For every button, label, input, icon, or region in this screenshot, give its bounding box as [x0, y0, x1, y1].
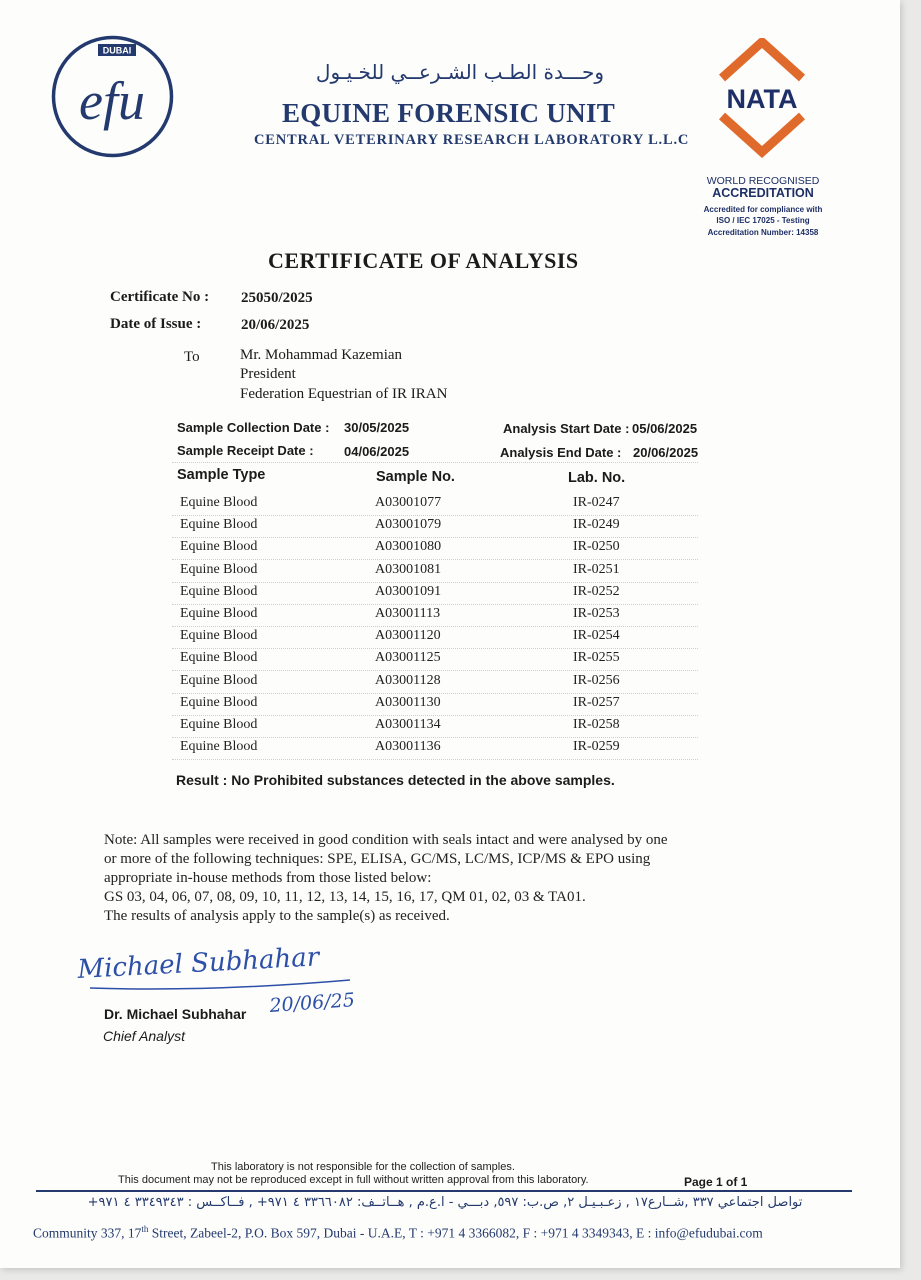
- issue-date: 20/06/2025: [241, 317, 310, 333]
- certificate-no-label: Certificate No :: [110, 289, 210, 305]
- issue-date-label: Date of Issue :: [110, 316, 202, 332]
- sample-no-cell: A03001120: [375, 628, 441, 644]
- english-address: [33, 1224, 763, 1242]
- header-sample-type: Sample Type: [177, 467, 266, 483]
- sample-no-cell: A03001134: [375, 717, 441, 732]
- sample-type-cell: Equine Blood: [180, 495, 258, 510]
- footer-rule: [36, 1190, 852, 1192]
- sample-no-cell: A03001130: [375, 694, 441, 710]
- lab-no-cell: IR-0259: [573, 739, 620, 755]
- recipient-position: President: [240, 366, 296, 382]
- recipient-organization: Federation Equestrian of IR IRAN: [240, 386, 448, 402]
- lab-no-cell: IR-0247: [573, 495, 620, 510]
- table-row: [172, 737, 698, 760]
- sample-type-cell: Equine Blood: [180, 583, 258, 599]
- sample-type-cell: Equine Blood: [180, 561, 258, 577]
- analyst-name: Dr. Michael Subhahar: [104, 1006, 247, 1022]
- sample-no-cell: A03001079: [375, 517, 442, 533]
- sample-type-cell: Equine Blood: [180, 539, 258, 555]
- unit-name: EQUINE FORENSIC UNIT: [282, 98, 616, 128]
- accreditation-line3: Accredited for compliance with: [703, 205, 823, 214]
- table-row: [172, 693, 698, 716]
- receipt-date-label: Sample Receipt Date :: [177, 443, 314, 458]
- accreditation-number: Accreditation Number: 14358: [707, 228, 819, 237]
- sample-no-cell: A03001125: [375, 650, 441, 666]
- analysis-start-label: Analysis Start Date :: [503, 421, 630, 436]
- table-row: [172, 515, 698, 538]
- lab-no-cell: IR-0257: [573, 694, 620, 710]
- signature-text: Michael Subhahar: [76, 942, 320, 985]
- sample-type-cell: Equine Blood: [180, 606, 258, 621]
- table-row: [172, 671, 698, 694]
- efu-logo-text: efu: [79, 71, 145, 131]
- certificate-no: 25050/2025: [241, 290, 313, 306]
- efu-logo-top: DUBAI: [102, 45, 132, 56]
- certificate-title: CERTIFICATE OF ANALYSIS: [268, 248, 579, 273]
- table-row: [172, 582, 698, 605]
- nata-logo-text: NATA: [726, 84, 798, 114]
- sample-type-cell: Equine Blood: [180, 717, 258, 732]
- sample-type-cell: Equine Blood: [180, 650, 258, 666]
- analyst-title: Chief Analyst: [103, 1028, 185, 1044]
- lab-no-cell: IR-0258: [573, 717, 620, 732]
- lab-no-cell: IR-0255: [573, 650, 620, 666]
- sample-no-cell: A03001081: [375, 561, 442, 577]
- arabic-address: تواصل اجتماعي ٣٣٧ ,شــارع١٧ , زعـبـيـل ٢, ص.ب: ٥٩٧, دبـــي - ا.ع.م , هــاتــف: ٣٣٦٦٠٨٢ ٤ ٩٧١+ , فــاكــس : ٣٣٤٩٣٤٣ ٤ ٩٧١+: [87, 1195, 803, 1210]
- sample-no-cell: A03001080: [375, 539, 442, 555]
- header-lab-no: Lab. No.: [568, 470, 626, 486]
- sample-no-cell: A03001091: [375, 583, 442, 599]
- sample-type-cell: Equine Blood: [180, 672, 258, 688]
- disclaimer-line1: This laboratory is not responsible for the collection of samples.: [211, 1161, 515, 1173]
- sample-no-cell: A03001136: [375, 739, 441, 755]
- table-row: [172, 626, 698, 649]
- page-number: Page 1 of 1: [684, 1175, 748, 1189]
- result-statement: Result : No Prohibited substances detected in the above samples.: [176, 772, 615, 788]
- address-part: Street, Zabeel-2, P.O. Box 597, Dubai - U.A.E, T : +971 4 3366082, F : +971 4 3349343, E : info@efudubai.com: [148, 1225, 763, 1241]
- to-label: To: [184, 349, 200, 365]
- analysis-end-date: 20/06/2025: [633, 445, 699, 460]
- lab-no-cell: IR-0253: [573, 606, 620, 621]
- header-sample-no: Sample No.: [376, 469, 455, 485]
- table-row: [172, 715, 698, 738]
- lab-no-cell: IR-0251: [573, 561, 620, 577]
- note-line: Note: All samples were received in good condition with seals intact and were analysed by one: [104, 832, 668, 848]
- collection-date-label: Sample Collection Date :: [177, 420, 330, 435]
- receipt-date: 04/06/2025: [344, 444, 410, 459]
- sample-no-cell: A03001128: [375, 672, 441, 688]
- accreditation-line1: WORLD RECOGNISED: [706, 175, 820, 187]
- lab-no-cell: IR-0254: [573, 628, 620, 644]
- note-line: appropriate in-house methods from those listed below:: [104, 870, 432, 886]
- disclaimer-line2: This document may not be reproduced except in full without written approval from this laboratory.: [118, 1174, 589, 1186]
- accreditation-line4: ISO / IEC 17025 - Testing: [716, 216, 810, 225]
- lab-no-cell: IR-0252: [573, 583, 620, 599]
- lab-no-cell: IR-0250: [573, 539, 620, 555]
- note-line: or more of the following techniques: SPE, ELISA, GC/MS, LC/MS, ICP/MS & EPO using: [104, 851, 651, 867]
- analysis-start-date: 05/06/2025: [632, 421, 698, 436]
- arabic-unit-name: وحـــدة الطـب الشـرعــي للخـيـول: [315, 60, 605, 84]
- table-row: [172, 537, 698, 560]
- collection-date: 30/05/2025: [344, 420, 410, 435]
- nata-logo: [712, 38, 812, 158]
- sample-no-cell: A03001077: [375, 495, 442, 510]
- lab-subtitle: CENTRAL VETERINARY RESEARCH LABORATORY L.L.C: [254, 132, 690, 148]
- sample-type-cell: Equine Blood: [180, 628, 258, 644]
- efu-logo: [50, 34, 175, 159]
- note-line: The results of analysis apply to the sample(s) as received.: [104, 908, 450, 924]
- sample-type-cell: Equine Blood: [180, 694, 258, 710]
- sample-no-cell: A03001113: [375, 606, 441, 621]
- recipient-name: Mr. Mohammad Kazemian: [240, 347, 403, 363]
- lab-no-cell: IR-0256: [573, 672, 620, 688]
- analysis-end-label: Analysis End Date :: [500, 445, 622, 460]
- table-top-rule: [172, 462, 698, 463]
- lab-no-cell: IR-0249: [573, 517, 620, 533]
- address-part: Community 337, 17: [33, 1225, 142, 1241]
- table-row: [172, 648, 698, 671]
- table-row: [172, 604, 698, 627]
- table-row: [172, 560, 698, 583]
- table-row: [172, 493, 698, 516]
- accreditation-line2: ACCREDITATION: [712, 186, 814, 200]
- note-line: GS 03, 04, 06, 07, 08, 09, 10, 11, 12, 13, 14, 15, 16, 17, QM 01, 02, 03 & TA01.: [104, 889, 586, 905]
- sample-type-cell: Equine Blood: [180, 517, 258, 533]
- signature-date: 20/06/25: [268, 989, 356, 1017]
- sample-type-cell: Equine Blood: [180, 739, 258, 755]
- address-superscript: th: [141, 1224, 149, 1234]
